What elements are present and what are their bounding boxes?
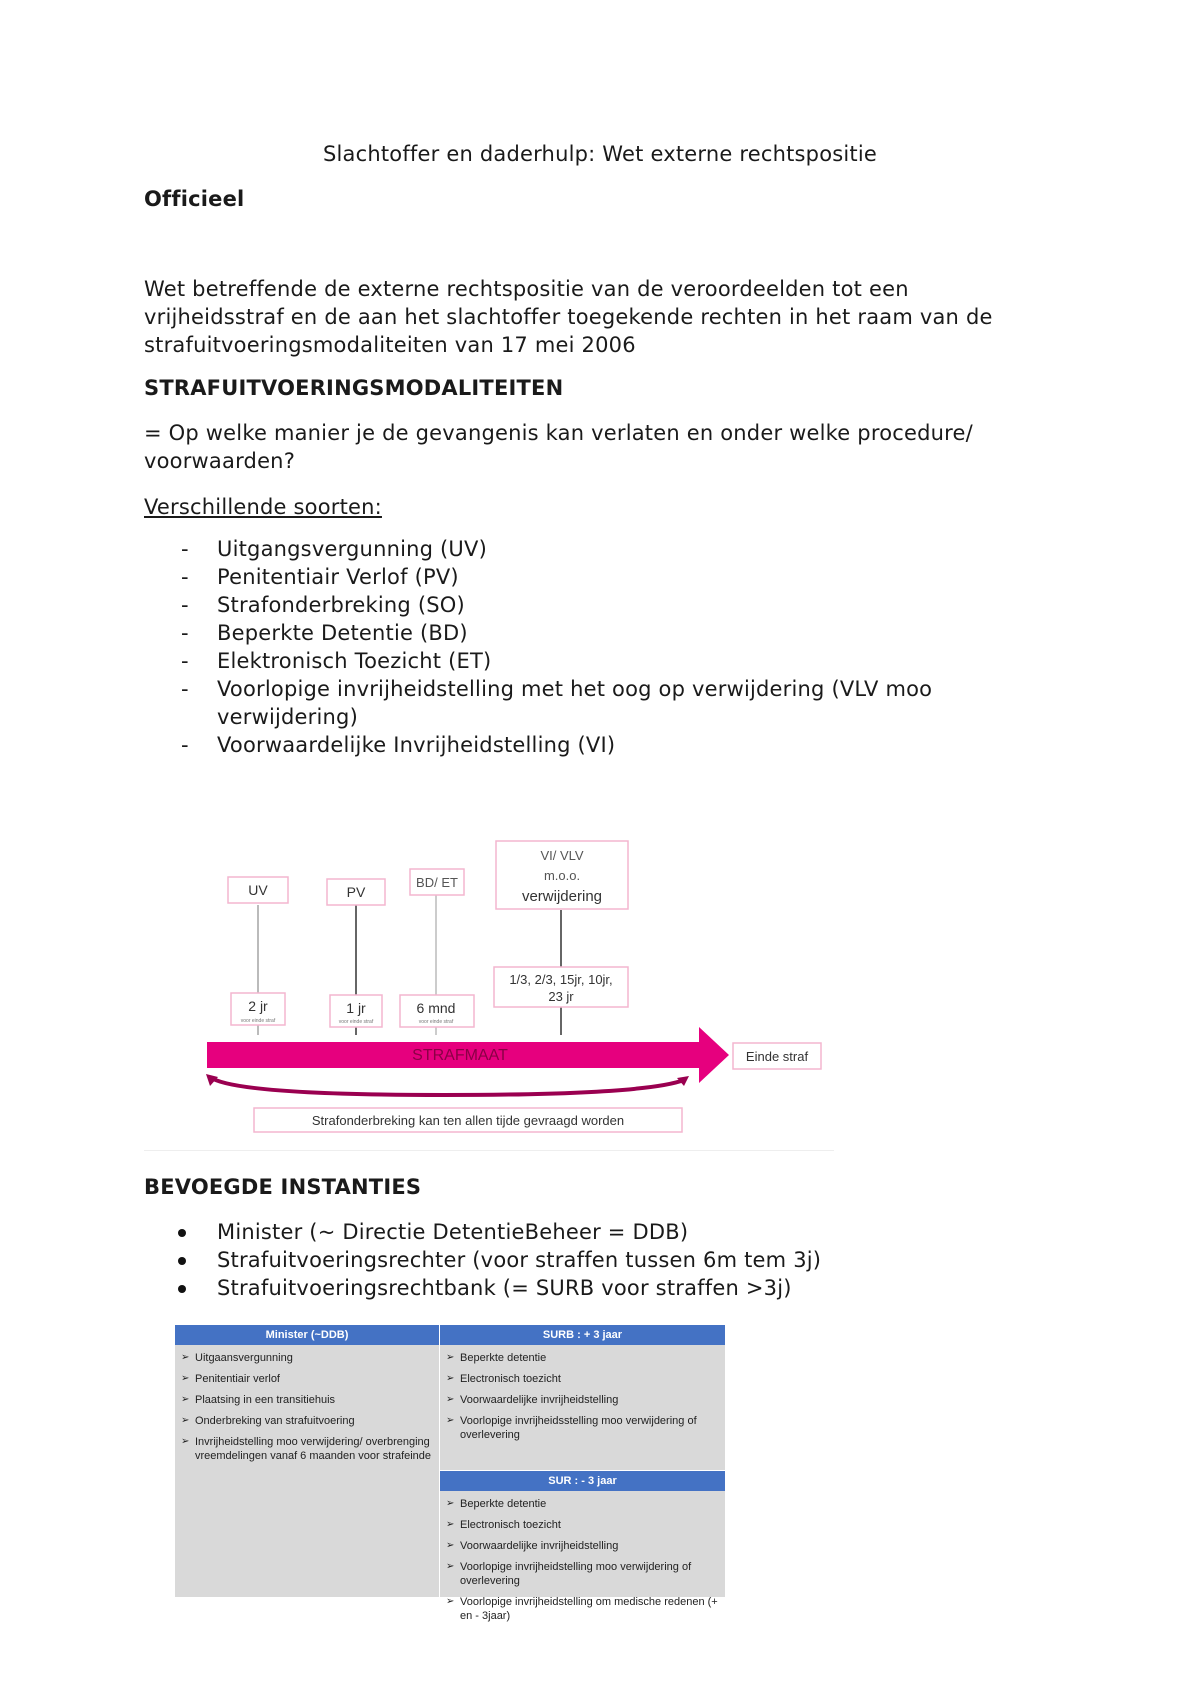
list-item: - Strafonderbreking (SO) [181, 593, 465, 617]
arrow-bullet-icon: ➢ [181, 1373, 190, 1384]
bullet-marker [178, 1229, 186, 1237]
modaliteiten-list [144, 535, 1044, 759]
list-item: ➢ Electronisch toezicht [446, 1519, 561, 1531]
list-item: ➢ Voorlopige invrijheidstelling om medische redenen (+ en - 3jaar) [446, 1596, 718, 1622]
arrow-bullet-icon: ➢ [181, 1436, 190, 1447]
list-item: - Beperkte Detentie (BD) [181, 621, 468, 645]
list-item: - Voorlopige invrijheidstelling met het oog op verwijdering (VLV moo verwijdering) [181, 677, 933, 729]
bd-term-small: voor einde straf [418, 1019, 454, 1025]
list-item: - Voorwaardelijke Invrijheidstelling (VI) [181, 733, 616, 757]
officieel-heading: Officieel [144, 187, 245, 211]
pv-term-small: voor einde straf [338, 1019, 374, 1025]
bullet-marker [178, 1285, 186, 1293]
definition-paragraph: = Op welke manier je de gevangenis kan verlaten en onder welke procedure/ voorwaarden? [144, 421, 973, 473]
document-title: Slachtoffer en daderhulp: Wet externe rechtspositie [322, 142, 878, 166]
uv-term-label: 2 jr [248, 998, 268, 1014]
strafonderbreking-label: Strafonderbreking kan ten allen tijde gevraagd worden [311, 1113, 625, 1128]
list-item: - Uitgangsvergunning (UV) [181, 537, 487, 561]
surb-section [440, 1345, 725, 1470]
section-heading-modaliteiten: STRAFUITVOERINGSMODALITEITEN [144, 376, 564, 400]
arrow-bullet-icon: ➢ [181, 1352, 190, 1363]
list-item: ➢ Plaatsing in een transitiehuis [181, 1394, 336, 1406]
list-item: - Penitentiair Verlof (PV) [181, 565, 459, 589]
strafmaat-label: STRAFMAAT [412, 1047, 508, 1064]
dash-marker: - [181, 733, 189, 757]
list-item: ➢ Onderbreking van strafuitvoering [181, 1415, 355, 1427]
vi-vlv-label-1: VI/ VLV [540, 848, 584, 863]
arrow-bullet-icon: ➢ [446, 1373, 455, 1384]
arrow-bullet-icon: ➢ [446, 1519, 455, 1530]
bd-term-label: 6 mnd [416, 1000, 456, 1016]
list-item: ➢ Beperkte detentie [446, 1352, 547, 1364]
dash-marker: - [181, 537, 189, 561]
vi-vlv-label-2: m.o.o. [543, 868, 581, 883]
uv-term-small: voor einde straf [240, 1018, 276, 1024]
strafmaat-timeline-diagram [144, 830, 834, 1150]
vi-term-label-2: 23 jr [548, 989, 574, 1004]
surb-header: SURB : + 3 jaar [440, 1325, 725, 1345]
strafonderbreking-curve [210, 1077, 684, 1095]
arrow-bullet-icon: ➢ [446, 1596, 455, 1607]
arrow-bullet-icon: ➢ [446, 1540, 455, 1551]
pv-label: PV [346, 884, 366, 900]
dash-marker: - [181, 677, 189, 701]
arrow-bullet-icon: ➢ [181, 1415, 190, 1426]
dash-marker: - [181, 565, 189, 589]
pv-term-label: 1 jr [346, 1000, 366, 1016]
list-item: ➢ Electronisch toezicht [446, 1373, 561, 1385]
list-item: ➢ Uitgaansvergunning [181, 1352, 293, 1364]
vi-term-label-1: 1/3, 2/3, 15jr, 10jr, [509, 972, 613, 987]
intro-paragraph: Wet betreffende de externe rechtspositie van de veroordeelden tot een vrijheidsstraf en de aan het slachtoffer toegekende rechten in het raam van de strafuitvoeringsmodaliteiten van 17 mei 2006 [144, 277, 993, 357]
bd-et-label: BD/ ET [416, 875, 458, 890]
list-item: - Elektronisch Toezicht (ET) [181, 649, 492, 673]
arrow-bullet-icon: ➢ [181, 1394, 190, 1405]
dash-marker: - [181, 621, 189, 645]
list-item: ➢ Beperkte detentie [446, 1498, 547, 1510]
dash-marker: - [181, 649, 189, 673]
list-item: ➢ Voorlopige invrijheidstelling moo verwijdering of overlevering [446, 1561, 692, 1587]
list-item: ➢ Voorwaardelijke invrijheidstelling [446, 1540, 619, 1552]
einde-straf-label: Einde straf [745, 1049, 809, 1064]
list-item: ➢ Invrijheidstelling moo verwijdering/ overbrenging vreemdelingen vanaf 6 maanden voor strafeinde [181, 1436, 432, 1462]
dash-marker: - [181, 593, 189, 617]
list-item: Strafuitvoeringsrechtbank (= SURB voor straffen >3j) [144, 1274, 1044, 1302]
uv-label: UV [248, 882, 268, 898]
vi-vlv-label-3: verwijdering [521, 888, 603, 905]
surb-sur-column [440, 1325, 725, 1622]
minister-header: Minister (~DDB) [175, 1325, 439, 1345]
list-item: Minister (~ Directie DetentieBeheer = DDB) [144, 1218, 1044, 1246]
list-item: ➢ Voorwaardelijke invrijheidstelling [446, 1394, 619, 1406]
arrow-bullet-icon: ➢ [446, 1394, 455, 1405]
section-heading-instanties: BEVOEGDE INSTANTIES [144, 1175, 422, 1199]
instanties-list [144, 1218, 1044, 1302]
list-item: ➢ Penitentiair verlof [181, 1373, 280, 1385]
arrow-bullet-icon: ➢ [446, 1352, 455, 1363]
sur-header: SUR : - 3 jaar [440, 1470, 725, 1491]
minister-column [175, 1325, 440, 1597]
list-item: ➢ Voorlopige invrijheidsstelling moo verwijdering of overlevering [446, 1415, 697, 1441]
subheading-soorten: Verschillende soorten: [144, 495, 382, 519]
arrow-bullet-icon: ➢ [446, 1498, 455, 1509]
arrow-bullet-icon: ➢ [446, 1415, 455, 1426]
list-item: Strafuitvoeringsrechter (voor straffen tussen 6m tem 3j) [144, 1246, 1044, 1274]
diagram-bottom-rule [144, 1150, 834, 1151]
bullet-marker [178, 1257, 186, 1265]
arrow-bullet-icon: ➢ [446, 1561, 455, 1572]
bevoegdheden-table [175, 1325, 725, 1622]
